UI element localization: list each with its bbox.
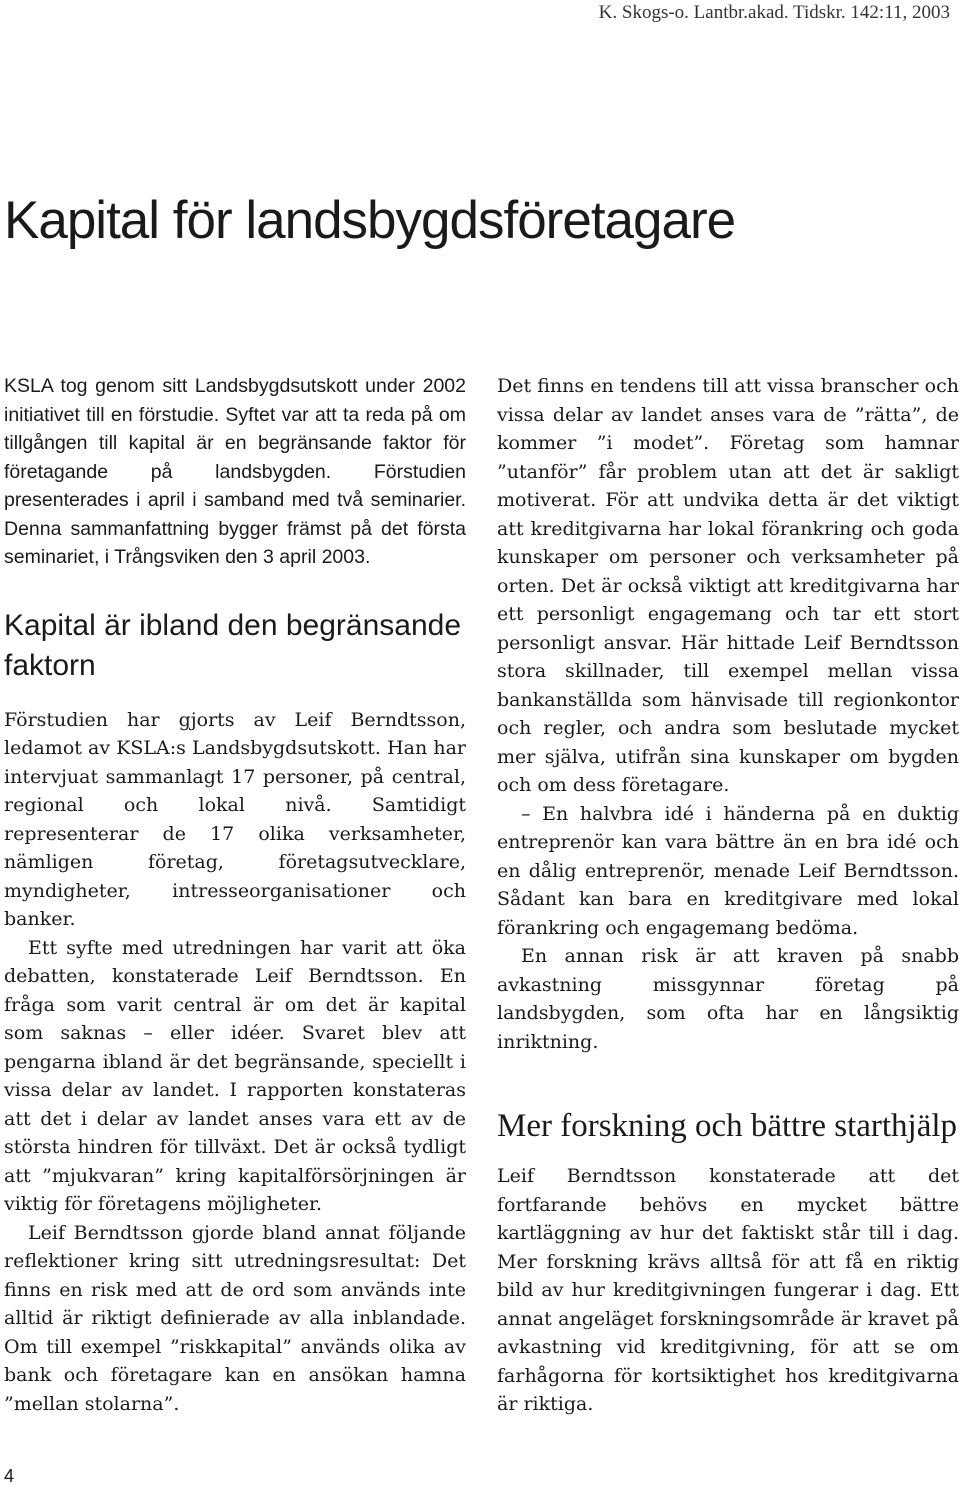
article-title: Kapital för landsbygdsföretagare (4, 191, 736, 250)
section-heading-forskning: Mer forskning och bättre starthjälp (497, 1108, 958, 1144)
journal-reference: K. Skogs-o. Lantbr.akad. Tidskr. 142:11, 2003 (598, 2, 950, 23)
body-paragraph: Ett syfte med utredningen har varit att öka debatten, konstaterade Leif Berndtsson. En fråga som varit central är om det är kapital som saknas – eller idéer. Svaret blev att pengarna ibland är det begränsande, speciellt i vissa delar av landet. I rapporten konstateras att det i delar av landet anses vara ett av de största hindren för tillväxt. Det är också tydligt att ”mjukvaran” kring kapitalförsörjningen är viktig för företagens möjligheter. (4, 936, 466, 1215)
page-number: 4 (4, 1466, 15, 1486)
body-paragraph: En annan risk är att kraven på snabb avkastning missgynnar företag på landsbygden, som ofta har en långsiktig inriktning. (497, 945, 959, 1053)
body-paragraph: Förstudien har gjorts av Leif Berndtsson, ledamot av KSLA:s Landsbygdsutskott. Han har intervjuat sammanlagt 17 personer, på central, regional och lokal nivå. Samtidigt representerar de 17 olika verksamheter, nämligen företag, företagsutvecklare, myndigheter, intresseorganisationer och banker. (4, 708, 466, 930)
left-column (4, 372, 466, 1418)
section-heading-kapital: Kapital är ibland den begränsande faktorn (4, 608, 462, 682)
body-paragraph: Leif Berndtsson konstaterade att det fortfarande behövs en mycket bättre kartläggning av hur det faktiskt står till i dag. Mer forskning krävs alltså för att få en riktig bild av hur kreditgivningen fungerar i dag. Ett annat angeläget forskningsområde är kravet på avkastning vid kreditgivning, för att se om farhågorna för kortsiktighet hos kreditgivarna är riktiga. (497, 1165, 959, 1415)
body-paragraph: – En halvbra idé i händerna på en duktig entreprenör kan vara bättre än en bra idé och en dålig entreprenör, menade Leif Berndtsson. Sådant kan bara en kreditgivare med lokal förankring och engagemang bedöma. (497, 802, 959, 939)
body-paragraph: Det finns en tendens till att vissa branscher och vissa delar av landet anses vara de ”rätta”, de kommer ”i modet”. Företag som hamnar ”utanför” får problem utan att det är sakligt motiverat. För att undvika detta är det viktigt att kreditgivarna har lokal förankring och goda kunskaper om personer och verksamheter på orten. Det är också viktigt att kreditgivarna har ett personligt engagemang och tar ett stort personligt ansvar. Här hittade Leif Berndtsson stora skillnader, till exempel mellan vissa bankanställda som hänvisade till regionkontor och regler, och andra som beslutade mycket mer själva, utifrån sina kunskaper om bygden och om dess företagare. (497, 375, 959, 796)
body-paragraph: Leif Berndtsson gjorde bland annat följande reflektioner kring sitt utredningsresultat: Det finns en risk med att de ord som används inte alltid är riktigt definierade av alla inblandade. Om till exempel ”riskkapital” används olika av bank och företagare kan en ansökan hamna ”mellan stolarna”. (4, 1221, 466, 1415)
intro-paragraph: KSLA tog genom sitt Landsbygdsutskott under 2002 initiativet till en förstudie. Syftet var att ta reda på om tillgången till kapital är en begränsande faktor för företagande på landsbygden. Förstudien presenterades i april i samband med två seminarier. Denna sammanfattning bygger främst på det första seminariet, i Trångsviken den 3 april 2003. (4, 375, 466, 568)
right-column (497, 372, 959, 1419)
